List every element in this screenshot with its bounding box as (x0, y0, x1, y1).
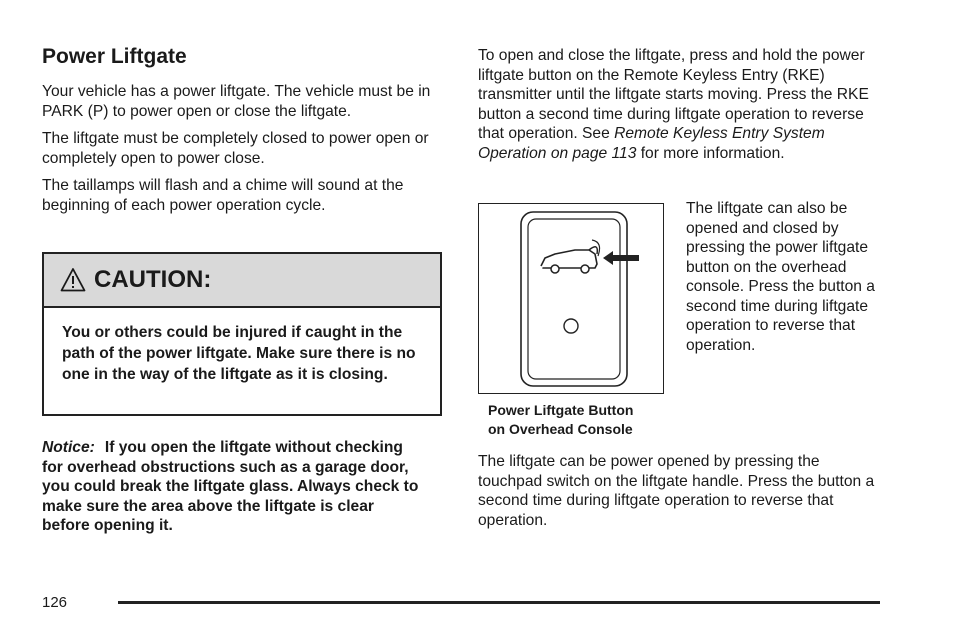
rke-text-before: To open and close the liftgate, press and hold the power liftgate button on the Remote Keyless Entry (RKE) transmitter until the liftgate starts moving. Press the RKE button a second time during liftgate operation to reverse that operation. See (478, 47, 869, 142)
figure-caption-line-1: Power Liftgate Button (488, 402, 634, 418)
warning-triangle-icon (60, 267, 86, 293)
caution-header (44, 254, 440, 308)
notice-block (42, 438, 422, 536)
page-number: 126 (42, 594, 68, 611)
touchpad-button-icon (564, 319, 578, 333)
touchpad-text: The liftgate can be power opened by pressing the touchpad switch on the liftgate handle. Press the button a second time during liftgate operation to reverse that operation. (478, 453, 875, 529)
figure-caption-line-2: on Overhead Console (488, 421, 633, 437)
arrow-pointer-icon (603, 251, 639, 265)
caution-heading: CAUTION: (94, 266, 212, 293)
left-column (42, 44, 447, 223)
console-illustration (479, 204, 662, 392)
right-intro (478, 46, 878, 171)
notice-label: Notice: (42, 439, 95, 456)
liftgate-vehicle-icon (541, 240, 600, 273)
section-title: Power Liftgate (42, 45, 187, 68)
figure-caption (488, 401, 668, 439)
overhead-console-text: The liftgate can also be opened and closed by pressing the power liftgate button on the overhead console. Press the button a second time during liftgate operation to reverse that operation. (686, 200, 875, 354)
overhead-console-figure (478, 203, 664, 394)
paragraph-taillamps: The taillamps will flash and a chime will sound at the beginning of each power operation cycle. (42, 177, 404, 214)
paragraph-rke (478, 46, 878, 163)
paragraph-closed-open: The liftgate must be completely closed to power open or completely open to power close. (42, 130, 429, 167)
rke-reference: Remote Keyless Entry System Operation on page 113 (478, 125, 825, 162)
caution-text: You or others could be injured if caught in the path of the power liftgate. Make sure there is no one in the way of the liftgate as it is closing. (62, 324, 416, 383)
paragraph-park: Your vehicle has a power liftgate. The vehicle must be in PARK (P) to power open or close the liftgate. (42, 83, 431, 120)
rke-text-after: for more information. (636, 144, 785, 162)
footer-rule (118, 601, 880, 604)
notice-text: If you open the liftgate without checking for overhead obstructions such as a garage door, you could break the liftgate glass. Always check to make sure the area above the liftgate is clear before opening it. (42, 439, 419, 534)
caution-box (42, 252, 442, 416)
